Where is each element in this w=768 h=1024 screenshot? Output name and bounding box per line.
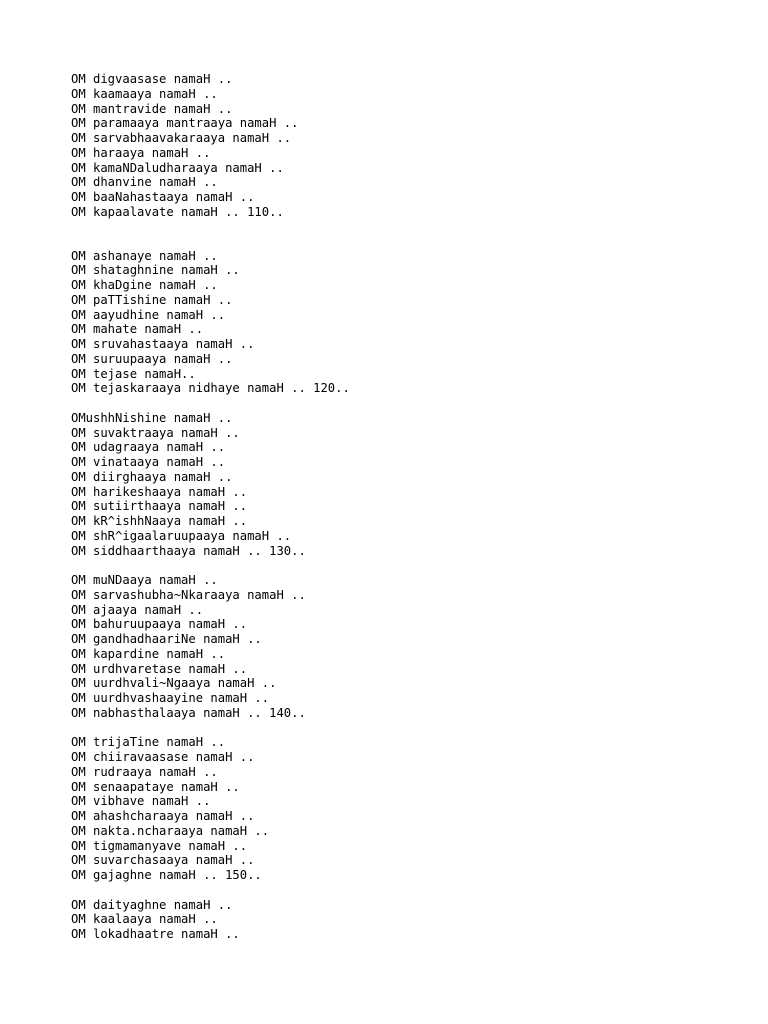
mantra-line: OM daityaghne namaH .. bbox=[71, 897, 233, 912]
mantra-line: OM gandhadhaariNe namaH .. bbox=[71, 632, 262, 646]
mantra-line: OM shR^igaalaruupaaya namaH .. bbox=[71, 528, 292, 543]
mantra-line: OM ajaaya namaH .. bbox=[71, 602, 204, 617]
document-page bbox=[71, 72, 751, 942]
mantra-line: OM kapaalavate namaH .. 110.. bbox=[71, 204, 284, 219]
mantra-line: OM paramaaya mantraaya namaH .. bbox=[71, 116, 299, 131]
mantra-line: OM tejaskaraaya nidhaye namaH .. 120.. bbox=[71, 381, 350, 396]
mantra-line: OM dhanvine namaH .. bbox=[71, 175, 218, 190]
mantra-line: OM suvaktraaya namaH .. bbox=[71, 425, 240, 440]
block-spacer bbox=[71, 558, 751, 573]
mantra-line: OM baaNahastaaya namaH .. bbox=[71, 190, 255, 204]
verse-block-1 bbox=[71, 72, 751, 220]
mantra-line: OM paTTishine namaH .. bbox=[71, 292, 233, 307]
mantra-line: OM sutiirthaaya namaH .. bbox=[71, 499, 248, 514]
mantra-line: OM muNDaaya namaH .. bbox=[71, 573, 218, 587]
mantra-line: OM sruvahastaaya namaH .. bbox=[71, 337, 255, 351]
mantra-line: OM mantravide namaH .. bbox=[71, 101, 233, 116]
mantra-line: OM mahate namaH .. bbox=[71, 322, 204, 337]
mantra-line: OM senaapataye namaH .. bbox=[71, 779, 240, 794]
verse-block-4 bbox=[71, 573, 751, 721]
mantra-line: OM ashanaye namaH .. bbox=[71, 248, 218, 263]
mantra-line: OM harikeshaaya namaH .. bbox=[71, 484, 248, 499]
mantra-line: OM kaalaaya namaH .. bbox=[71, 912, 218, 927]
verse-block-5 bbox=[71, 735, 751, 883]
block-spacer bbox=[71, 220, 751, 249]
mantra-line: OM lokadhaatre namaH .. bbox=[71, 927, 240, 941]
block-spacer bbox=[71, 721, 751, 736]
mantra-line: OM diirghaaya namaH .. bbox=[71, 469, 233, 484]
block-spacer bbox=[71, 396, 751, 411]
mantra-line: OM vinataaya namaH .. bbox=[71, 455, 226, 469]
mantra-line: OM suvarchasaaya namaH .. bbox=[71, 853, 255, 868]
mantra-line: OM udagraaya namaH .. bbox=[71, 440, 226, 455]
block-spacer bbox=[71, 883, 751, 898]
mantra-line: OM trijaTine namaH .. bbox=[71, 735, 226, 750]
mantra-line: OMushhNishine namaH .. bbox=[71, 410, 233, 425]
mantra-line: OM siddhaarthaaya namaH .. 130.. bbox=[71, 543, 306, 558]
mantra-line: OM sarvashubha~Nkaraaya namaH .. bbox=[71, 587, 306, 602]
mantra-line: OM nabhasthalaaya namaH .. 140.. bbox=[71, 705, 306, 720]
mantra-line: OM kaamaaya namaH .. bbox=[71, 86, 218, 101]
verse-block-2 bbox=[71, 249, 751, 397]
mantra-line: OM vibhave namaH .. bbox=[71, 794, 211, 809]
mantra-line: OM sarvabhaavakaraaya namaH .. bbox=[71, 131, 292, 145]
mantra-line: OM aayudhine namaH .. bbox=[71, 307, 226, 322]
mantra-line: OM tigmamanyave namaH .. bbox=[71, 838, 248, 853]
mantra-line: OM haraaya namaH .. bbox=[71, 145, 211, 160]
mantra-line: OM suruupaaya namaH .. bbox=[71, 351, 233, 366]
verse-block-6 bbox=[71, 898, 751, 942]
mantra-line: OM chiiravaasase namaH .. bbox=[71, 750, 255, 764]
mantra-line: OM tejase namaH.. bbox=[71, 366, 196, 381]
mantra-line: OM uurdhvashaayine namaH .. bbox=[71, 691, 270, 705]
mantra-line: OM gajaghne namaH .. 150.. bbox=[71, 868, 262, 882]
mantra-line: OM kamaNDaludharaaya namaH .. bbox=[71, 160, 284, 175]
mantra-line: OM urdhvaretase namaH .. bbox=[71, 661, 248, 676]
mantra-line: OM nakta.ncharaaya namaH .. bbox=[71, 823, 270, 838]
mantra-line: OM ahashcharaaya namaH .. bbox=[71, 809, 255, 823]
mantra-line: OM rudraaya namaH .. bbox=[71, 764, 218, 779]
mantra-line: OM kapardine namaH .. bbox=[71, 646, 226, 661]
mantra-line: OM bahuruupaaya namaH .. bbox=[71, 617, 248, 632]
mantra-line: OM shataghnine namaH .. bbox=[71, 263, 240, 278]
mantra-line: OM digvaasase namaH .. bbox=[71, 72, 233, 86]
verse-block-3 bbox=[71, 411, 751, 559]
mantra-line: OM uurdhvali~Ngaaya namaH .. bbox=[71, 676, 277, 691]
mantra-line: OM kR^ishhNaaya namaH .. bbox=[71, 514, 248, 528]
mantra-line: OM khaDgine namaH .. bbox=[71, 278, 218, 292]
